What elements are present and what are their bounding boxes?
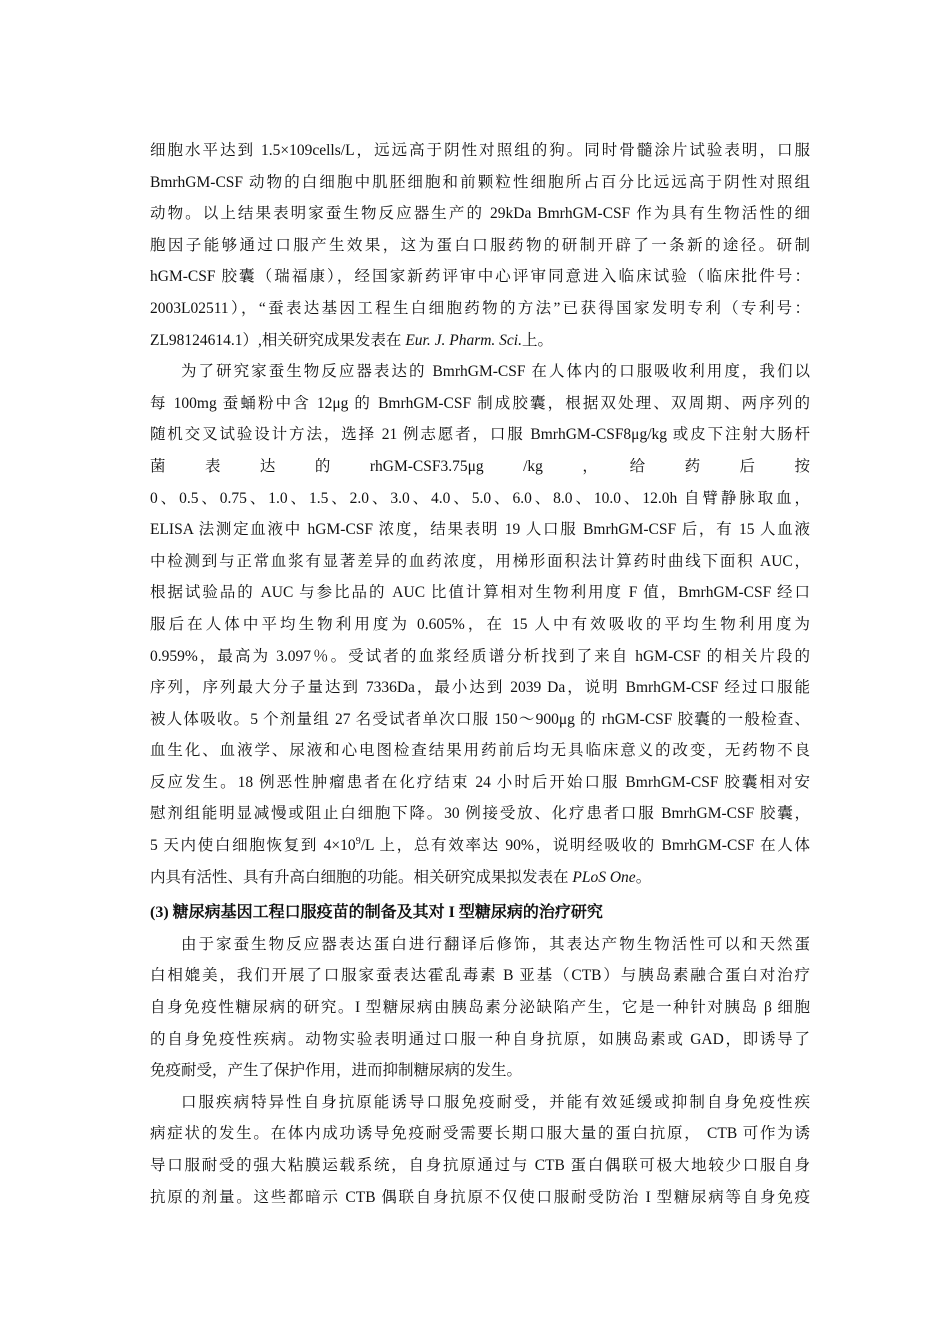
text-line: 根据试验品的 AUC 与参比品的 AUC 比值计算相对生物利用度 F 值，BmrhGM-CSF 经口 [150, 584, 810, 602]
paragraph-3 [150, 929, 810, 1087]
text-line: 由于家蚕生物反应器表达蛋白进行翻译后修饰，其表达产物生物活性可以和天然蛋 [181, 935, 810, 953]
paragraph-2 [150, 356, 810, 893]
text-line: 抗原的剂量。这些都暗示 CTB 偶联自身抗原不仅使口服耐受防治 I 型糖尿病等自身免疫 [150, 1188, 810, 1206]
text-line: 序列，序列最大分子量达到 7336Da，最小达到 2039 Da，说明 BmrhGM-CSF 经过口服能 [150, 679, 810, 697]
text-line: 反应发生。18 例恶性肿瘤患者在化疗结束 24 小时后开始口服 BmrhGM-CSF 胶囊相对安 [150, 773, 810, 791]
text-line: 病症状的发生。在体内成功诱导免疫耐受需要长期口服大量的蛋白抗原， CTB 可作为诱 [150, 1125, 810, 1143]
text-line: 口服疾病特异性自身抗原能诱导口服免疫耐受，并能有效延缓或抑制自身免疫性疾 [181, 1093, 810, 1111]
journal-name: PLoS One [572, 868, 636, 886]
text-segment: 5 天内使白细胞恢复到 4×10 [150, 837, 356, 855]
text-line: 每 100mg 蚕蛹粉中含 12μg 的 BmrhGM-CSF 制成胶囊，根据双处理、双周期、两序列的 [150, 394, 810, 412]
text-line: 细胞水平达到 1.5×109cells/L，远远高于阴性对照组的狗。同时骨髓涂片试验表明，口服 [150, 142, 810, 159]
section-heading: (3) 糖尿病基因工程口服疫苗的制备及其对 I 型糖尿病的治疗研究 [150, 904, 603, 922]
text-line: 0.959%，最高为 3.097％。受试者的血浆经质谱分析找到了来自 hGM-CSF 的相关片段的 [150, 647, 810, 665]
text-line: 动物。以上结果表明家蚕生物反应器生产的 29kDa BmrhGM-CSF 作为具有生物活性的细 [150, 205, 810, 223]
paragraph-4 [150, 1087, 810, 1213]
text-segment: 上。 [521, 331, 553, 349]
text-line [150, 830, 810, 862]
text-line: 白相媲美，我们开展了口服家蚕表达霍乱毒素 B 亚基（CTB）与胰岛素融合蛋白对治疗 [150, 967, 810, 985]
text-line: 2003L02511），“蚕表达基因工程生白细胞药物的方法”已获得国家发明专利（专利号： [150, 299, 810, 317]
text-segment: ZL98124614.1）,相关研究成果发表在 [150, 331, 406, 349]
document-page [150, 135, 810, 1213]
text-line: 的自身免疫性疾病。动物实验表明通过口服一种自身抗原，如胰岛素或 GAD，即诱导了 [150, 1030, 810, 1048]
text-line [150, 862, 810, 894]
text-line: 服后在人体中平均生物利用度为 0.605%，在 15 人中有效吸收的平均生物利用度为 [150, 615, 810, 633]
text-line: BmrhGM-CSF 动物的白细胞中肌胚细胞和前颗粒性细胞所占百分比远远高于阴性对照组 [150, 173, 810, 191]
text-line: 慰剂组能明显减慢或阻止白细胞下降。30 例接受放、化疗患者口服 BmrhGM-CSF 胶囊， [150, 805, 810, 823]
exponent: 9 [355, 836, 361, 848]
text-line [150, 325, 810, 357]
text-line: 中检测到与正常血浆有显著差异的血药浓度，用梯形面积法计算药时曲线下面积 AUC， [150, 552, 810, 570]
text-line: 为了研究家蚕生物反应器表达的 BmrhGM-CSF 在人体内的口服吸收利用度，我们以 [181, 363, 810, 381]
text-line: ELISA 法测定血液中 hGM-CSF 浓度，结果表明 19 人口服 BmrhGM-CSF 后，有 15 人血液 [150, 521, 810, 539]
text-line: 自身免疫性糖尿病的研究。I 型糖尿病由胰岛素分泌缺陷产生，它是一种针对胰岛 β 细胞 [150, 999, 810, 1017]
text-segment: 。 [635, 868, 652, 886]
text-line: hGM-CSF 胶囊（瑞福康），经国家新药评审中心评审同意进入临床试验（临床批件号： [150, 268, 810, 286]
text-line: 血生化、血液学、尿液和心电图检查结果用药前后均无具临床意义的改变，无药物不良 [150, 742, 810, 760]
paragraph-1 [150, 135, 810, 356]
text-line: 菌 表 达 的 rhGM-CSF3.75μg /kg ， 给 药 后 按 [150, 457, 810, 475]
text-line: 导口服耐受的强大粘膜运载系统，自身抗原通过与 CTB 蛋白偶联可极大地较少口服自身 [150, 1157, 810, 1174]
journal-name: Eur. J. Pharm. Sci. [405, 331, 522, 349]
text-line: 被人体吸收。5 个剂量组 27 名受试者单次口服 150～900μg 的 rhGM-CSF 胶囊的一般检查、 [150, 710, 810, 728]
text-line: 胞因子能够通过口服产生效果，这为蛋白口服药物的研制开辟了一条新的途径。研制 [150, 236, 810, 254]
text-line: 免疫耐受，产生了保护作用，进而抑制糖尿病的发生。 [150, 1062, 523, 1080]
text-segment: /L 上，总有效率达 90%，说明经吸收的 BmrhGM-CSF 在人体 [360, 837, 810, 855]
text-line: 随机交叉试验设计方法，选择 21 例志愿者，口服 BmrhGM-CSF8μg/kg 或皮下注射大肠杆 [150, 426, 810, 444]
text-segment: 内具有活性、具有升高白细胞的功能。相关研究成果拟发表在 [150, 868, 573, 886]
text-line: 0、0.5、0.75、1.0、1.5、2.0、3.0、4.0、5.0、6.0、8.0、10.0、12.0h 自臂静脉取血， [150, 489, 810, 507]
